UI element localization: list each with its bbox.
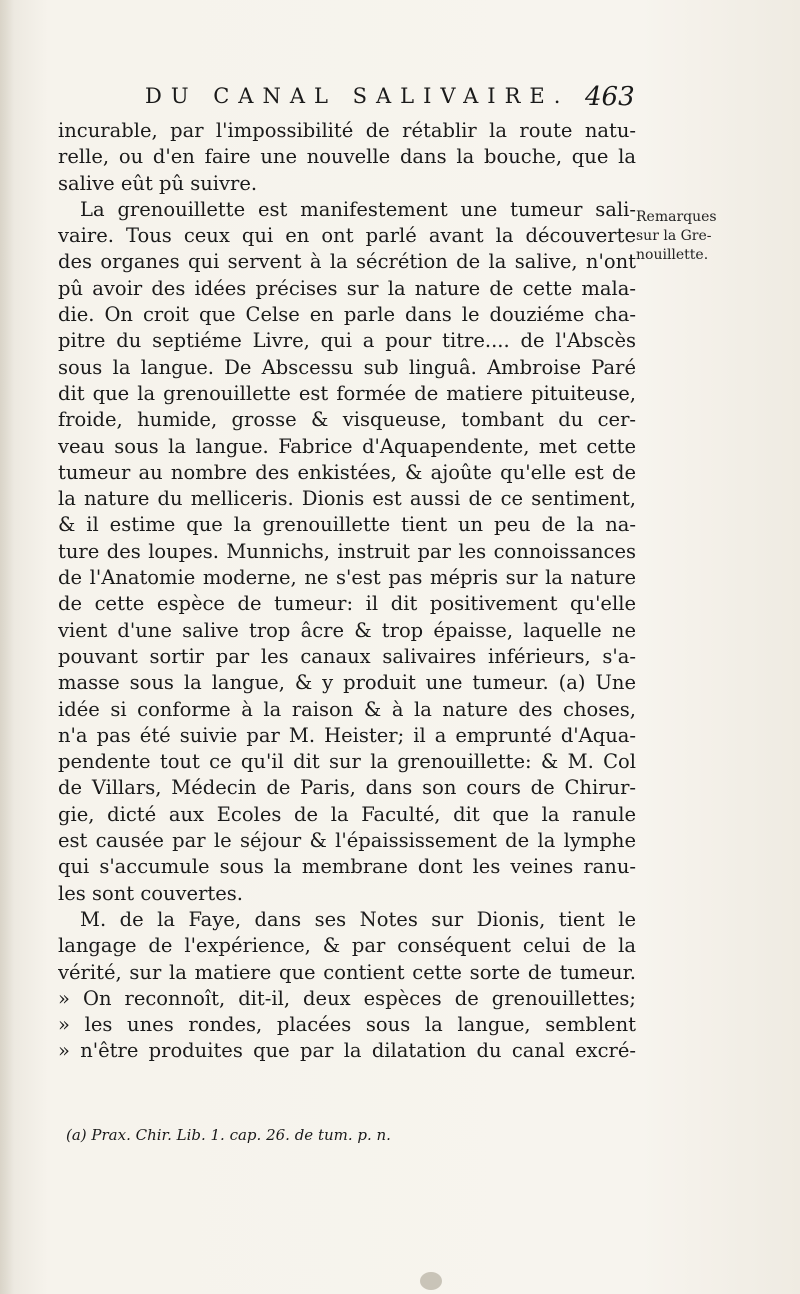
text-line: dit que la grenouillette est formée de matiere pituiteuse,	[58, 381, 636, 405]
text-line: & il estime que la grenouillette tient un peu de la na-	[58, 513, 636, 537]
text-line: pû avoir des idées précises sur la nature de cette mala-	[58, 276, 636, 300]
text-line: ture des loupes. Munnichs, instruit par les connoissances	[58, 539, 636, 563]
margin-note-line: Remarques	[636, 209, 717, 225]
text-line: langage de l'expérience, & par conséquent celui de la	[58, 934, 636, 958]
text-line: pendente tout ce qu'il dit sur la grenouillette: & M. Col	[58, 750, 636, 774]
running-head	[145, 84, 635, 118]
page-number: 463	[585, 82, 635, 112]
page-fold-shadow	[0, 0, 14, 1294]
margin-note	[636, 208, 786, 265]
text-line: vérité, sur la matiere que contient cette sorte de tumeur.	[58, 960, 636, 984]
text-line: les sont couvertes.	[58, 881, 244, 905]
text-line: masse sous la langue, & y produit une tumeur. (a) Une	[58, 671, 636, 695]
text-line: » On reconnoît, dit-il, deux espèces de grenouillettes;	[58, 986, 636, 1010]
text-line: la nature du melliceris. Dionis est aussi de ce sentiment,	[58, 487, 636, 511]
text-line: tumeur au nombre des enkistées, & ajoûte qu'elle est de	[58, 460, 636, 484]
text-line: de l'Anatomie moderne, ne s'est pas mépris sur la nature	[58, 566, 636, 590]
text-line: sous la langue. De Abscessu sub linguâ. Ambroise Paré	[58, 355, 636, 379]
text-line: La grenouillette est manifestement une tumeur sali-	[80, 197, 636, 221]
text-line: relle, ou d'en faire une nouvelle dans la bouche, que la	[58, 145, 636, 169]
text-line: » les unes rondes, placées sous la langue, semblent	[58, 1013, 636, 1037]
text-line: incurable, par l'impossibilité de rétablir la route natu-	[58, 119, 636, 142]
text-line: veau sous la langue. Fabrice d'Aquapendente, met cette	[58, 434, 636, 458]
text-line: de Villars, Médecin de Paris, dans son cours de Chirur-	[58, 776, 636, 800]
text-line: gie, dicté aux Ecoles de la Faculté, dit que la ranule	[58, 802, 636, 826]
footnote: (a) Prax. Chir. Lib. 1. cap. 26. de tum. p. n.	[66, 1126, 391, 1144]
text-line: » n'être produites que par la dilatation du canal excré-	[58, 1039, 636, 1063]
text-line: n'a pas été suivie par M. Heister; il a emprunté d'Aqua-	[58, 723, 636, 747]
text-line: vaire. Tous ceux qui en ont parlé avant la découverte	[58, 224, 636, 248]
text-line: froide, humide, grosse & visqueuse, tombant du cer-	[58, 408, 636, 432]
body-text	[58, 118, 636, 1065]
text-line: idée si conforme à la raison & à la nature des choses,	[58, 697, 636, 721]
text-line: pouvant sortir par les canaux salivaires inférieurs, s'a-	[58, 644, 636, 668]
running-title: DU CANAL SALIVAIRE.	[145, 84, 570, 108]
margin-note-line: sur la Gre-	[636, 228, 712, 244]
text-line: salive eût pû suivre.	[58, 171, 258, 195]
text-line: est causée par le séjour & l'épaississement de la lymphe	[58, 829, 636, 853]
text-line: de cette espèce de tumeur: il dit positivement qu'elle	[58, 592, 636, 616]
text-line: M. de la Faye, dans ses Notes sur Dionis, tient le	[80, 907, 636, 931]
text-line: vient d'une salive trop âcre & trop épaisse, laquelle ne	[58, 618, 636, 642]
text-line: des organes qui servent à la sécrétion de la salive, n'ont	[58, 250, 636, 274]
text-line: die. On croit que Celse en parle dans le douziéme cha-	[58, 303, 636, 327]
paper-stain	[420, 1272, 442, 1290]
text-line: pitre du septiéme Livre, qui a pour titre.... de l'Abscès	[58, 329, 636, 353]
margin-note-line: nouillette.	[636, 247, 709, 263]
text-line: qui s'accumule sous la membrane dont les veines ranu-	[58, 855, 636, 879]
